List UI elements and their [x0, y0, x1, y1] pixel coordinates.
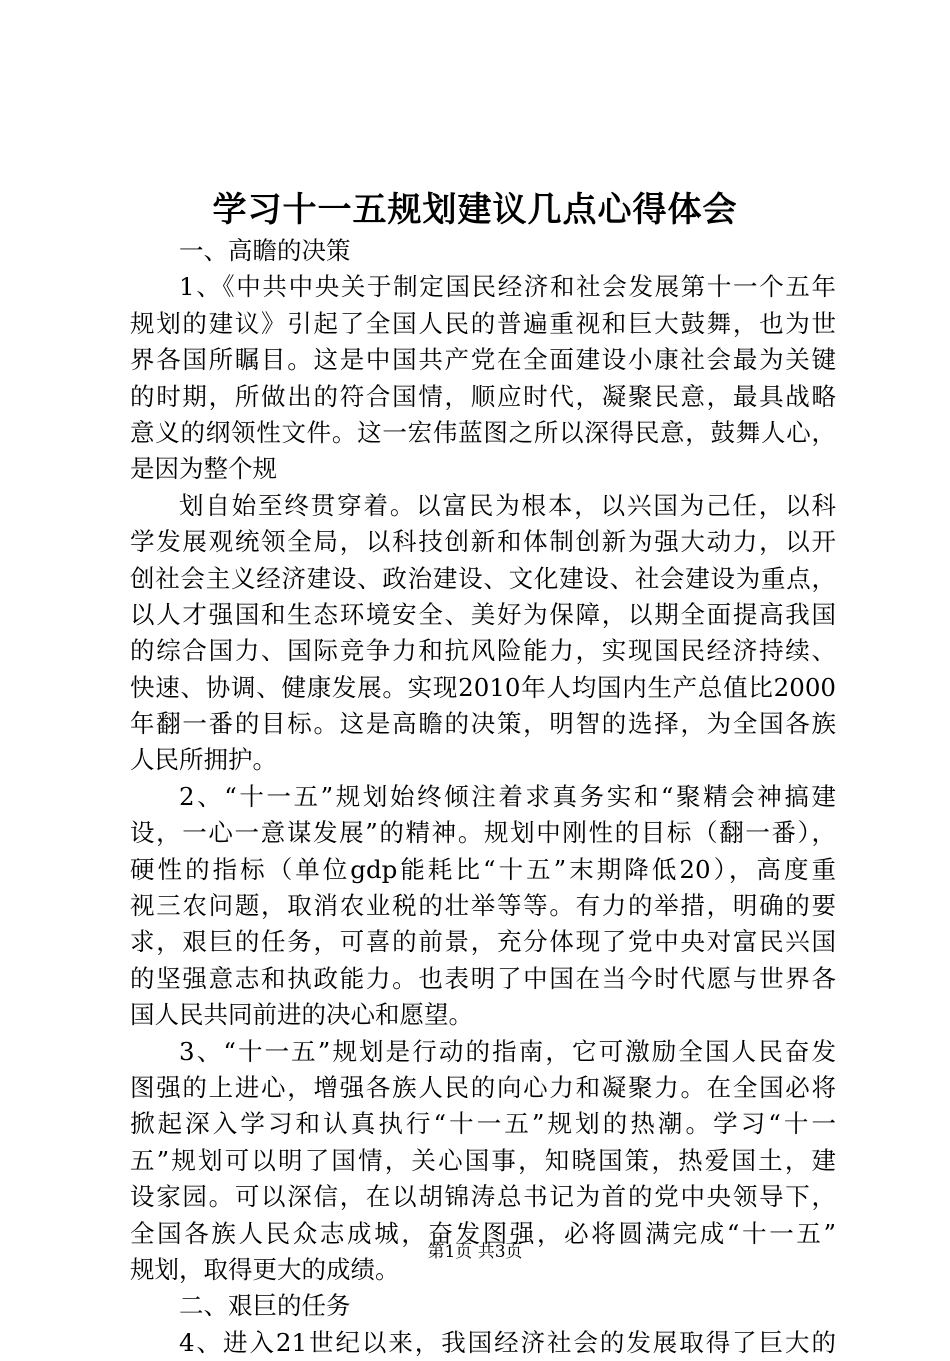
text-line: 设，一心一意谋发展”的精神。规划中刚性的目标（翻一番），: [130, 818, 836, 848]
text-line: 年翻一番的目标。这是高瞻的决策，明智的选择，为全国各族: [130, 709, 836, 739]
text-line: 的综合国力、国际竞争力和抗风险能力，实现国民经济持续、: [130, 636, 836, 666]
text-line: 人民所拥护。: [130, 745, 277, 775]
text-line: 掀起深入学习和认真执行“十一五”规划的热潮。学习“十一: [130, 1109, 836, 1139]
text-line: 一、高瞻的决策: [179, 236, 351, 265]
document-body: [130, 233, 836, 1361]
text-line: 快速、协调、健康发展。实现2010年人均国内生产总值比2000: [130, 672, 836, 702]
text-line: 是因为整个规: [130, 454, 277, 484]
text-line: 2、“十一五”规划始终倾注着求真务实和“聚精会神搞建: [179, 781, 836, 811]
text-line: 设家园。可以深信，在以胡锦涛总书记为首的党中央领导下，: [130, 1182, 836, 1212]
text-line: 界各国所瞩目。这是中国共产党在全面建设小康社会最为关键: [130, 345, 836, 375]
text-line: 划自始至终贯穿着。以富民为根本，以兴国为己任，以科: [179, 490, 836, 520]
text-line: 4、进入21世纪以来，我国经济社会的发展取得了巨大的: [179, 1327, 836, 1357]
text-line: 二、艰巨的任务: [179, 1291, 351, 1321]
text-line: 图强的上进心，增强各族人民的向心力和凝聚力。在全国必将: [130, 1072, 836, 1102]
text-line: 求，艰巨的任务，可喜的前景，充分体现了党中央对富民兴国: [130, 927, 836, 957]
text-line: 规划的建议》引起了全国人民的普遍重视和巨大鼓舞，也为世: [130, 308, 836, 338]
text-line: 学发展观统领全局，以科技创新和体制创新为强大动力，以开: [130, 527, 836, 557]
text-line: 国人民共同前进的决心和愿望。: [130, 1000, 473, 1030]
text-line: 五”规划可以明了国情，关心国事，知晓国策，热爱国土，建: [130, 1145, 836, 1175]
text-line: 创社会主义经济建设、政治建设、文化建设、社会建设为重点，: [130, 563, 836, 593]
text-line: 规划，取得更大的成绩。: [130, 1254, 400, 1284]
text-line: 3、“十一五”规划是行动的指南，它可激励全国人民奋发: [179, 1036, 836, 1066]
text-line: 意义的纲领性文件。这一宏伟蓝图之所以深得民意，鼓舞人心，: [130, 417, 836, 447]
page-footer: 第1页 共3页: [427, 1242, 523, 1262]
text-line: 1、《中共中央关于制定国民经济和社会发展第十一个五年: [179, 272, 836, 302]
text-line: 视三农问题，取消农业税的壮举等等。有力的举措，明确的要: [130, 891, 836, 921]
page-title: 学习十一五规划建议几点心得体会: [212, 190, 738, 230]
text-line: 的时期，所做出的符合国情，顺应时代，凝聚民意，最具战略: [130, 381, 836, 411]
text-line: 的坚强意志和执政能力。也表明了中国在当今时代愿与世界各: [130, 963, 836, 993]
text-line: 全国各族人民众志成城，奋发图强，必将圆满完成“十一五”: [130, 1218, 836, 1248]
text-line: 硬性的指标（单位gdp能耗比“十五”末期降低20），高度重: [130, 854, 836, 884]
text-line: 以人才强国和生态环境安全、美好为保障，以期全面提高我国: [130, 599, 836, 629]
